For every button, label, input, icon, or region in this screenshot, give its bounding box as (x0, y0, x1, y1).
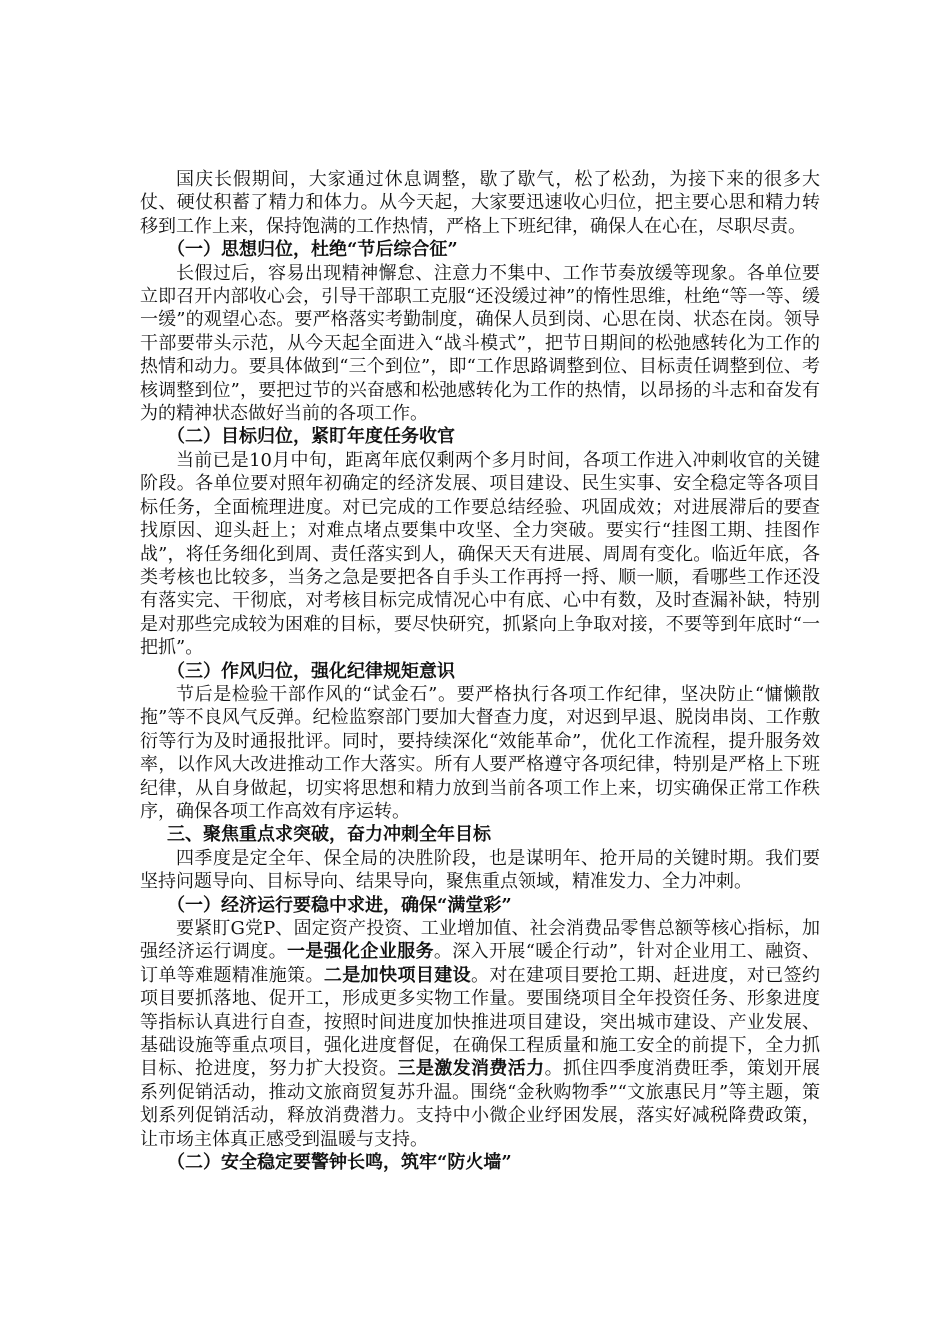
economy-body (140, 917, 820, 1151)
economy-text-4: 。抓住四季度消费旺季，策划开展系列促销活动，推动文旅商贸复苏升温。围绕“金秋购物季”“文旅惠民月”等主题，策划系列促销活动，释放消费潜力。支持中小微企业纾困发展，落实好减税降费政策，让市场主体真正感受到温暖与支持。 (140, 1058, 821, 1150)
section-heading-2: （二）目标归位，紧盯年度任务收官 (167, 426, 455, 448)
economy-text-1: 要紧盯G党P、固定资产投资、工业增加值、社会消费品零售总额等核心指标，加强经济运行调度。 (140, 918, 820, 963)
intro-paragraph: 国庆长假期间，大家通过休息调整，歇了歇气，松了松劲，为接下来的很多大仗、硬仗积蓄了精力和体力。从今天起，大家要迅速收心归位，把主要心思和精力转移到工作上来，保持饱满的工作热情，严格上下班纪律，确保人在心在，尽职尽责。 (140, 169, 820, 237)
economy-point-3: 三是激发消费活力 (397, 1058, 545, 1080)
section-body-2: 当前已是10月中旬，距离年底仅剩两个多月时间，各项工作进入冲刺收官的关键阶段。各单位要对照年初确定的经济发展、项目建设、民生实事、安全稳定等各项目标任务，全面梳理进度。对已完成的工作要总结经验、巩固成效；对进展滞后的要查找原因、迎头赶上；对难点堵点要集中攻坚、全力突破。要实行“挂图工期、挂图作战”，将任务细化到周、责任落实到人，确保天天有进展、周周有变化。临近年底，各类考核也比较多，当务之急是要把各自手头工作再捋一捋、顺一顺，看哪些工作还没有落实完、干彻底，对考核目标完成情况心中有底、心中有数，及时查漏补缺，特别是对那些完成较为困难的目标，要尽快研究，抓紧向上争取对接，不要等到年底时“一把抓”。 (140, 449, 820, 659)
section-body-3: 节后是检验干部作风的“试金石”。要严格执行各项工作纪律，坚决防止“慵懒散拖”等不良风气反弹。纪检监察部门要加大督查力度，对迟到早退、脱岗串岗、工作敷衍等行为及时通报批评。同时，要持续深化“效能革命”，优化工作流程，提升服务效率，以作风大改进推动工作大落实。所有人要严格遵守各项纪律，特别是严格上下班纪律，从自身做起，切实将思想和精力放到当前各项工作上来，切实确保正常工作秩序，确保各项工作高效有序运转。 (140, 683, 820, 822)
document-page (140, 168, 820, 1174)
economy-point-1: 一是强化企业服务 (286, 941, 434, 963)
economy-heading: （一）经济运行要稳中求进，确保“满堂彩” (167, 894, 512, 916)
section-heading-3: （三）作风归位，强化纪律规矩意识 (167, 660, 455, 682)
economy-point-2: 二是加快项目建设 (323, 964, 472, 986)
economy-text-3: 。对在建项目要抢工期、赶进度，对已签约项目要抓落地、促开工，形成更多实物工作量。要围绕项目全年投资任务、形象进度等指标认真进行自查，按照时间进度加快推进项目建设，突出城市建设、产业发展、基础设施等重点项目，强化进度督促，在确保工程质量和施工安全的前提下，全力抓目标、抢进度，努力扩大投资。 (140, 964, 821, 1080)
safety-heading: （二）安全稳定要警钟长鸣，筑牢“防火墙” (167, 1152, 512, 1174)
part-three-heading: 三、聚焦重点求突破，奋力冲刺全年目标 (167, 824, 491, 846)
section-body-1: 长假过后，容易出现精神懈怠、注意力不集中、工作节奏放缓等现象。各单位要立即召开内部收心会，引导干部职工克服“还没缓过神”的惰性思维，杜绝“等一等、缓一缓”的观望心态。要严格落实考勤制度，确保人员到岗、心思在岗、状态在岗。领导干部要带头示范，从今天起全面进入“战斗模式”，把节日期间的松弛感转化为工作的热情和动力。要具体做到“三个到位”，即“工作思路调整到位、目标责任调整到位、考核调整到位”，要把过节的兴奋感和松弛感转化为工作的热情，以昂扬的斗志和奋发有为的精神状态做好当前的各项工作。 (140, 262, 820, 425)
economy-text-2: 。深入开展“暖企行动”，针对企业用工、融资、订单等难题精准施策。 (140, 941, 821, 986)
section-heading-1: （一）思想归位，杜绝“节后综合征” (167, 239, 458, 261)
part-three-body: 四季度是定全年、保全局的决胜阶段，也是谋明年、抢开局的关键时期。我们要坚持问题导向、目标导向、结果导向，聚焦重点领域，精准发力、全力冲刺。 (140, 847, 820, 893)
